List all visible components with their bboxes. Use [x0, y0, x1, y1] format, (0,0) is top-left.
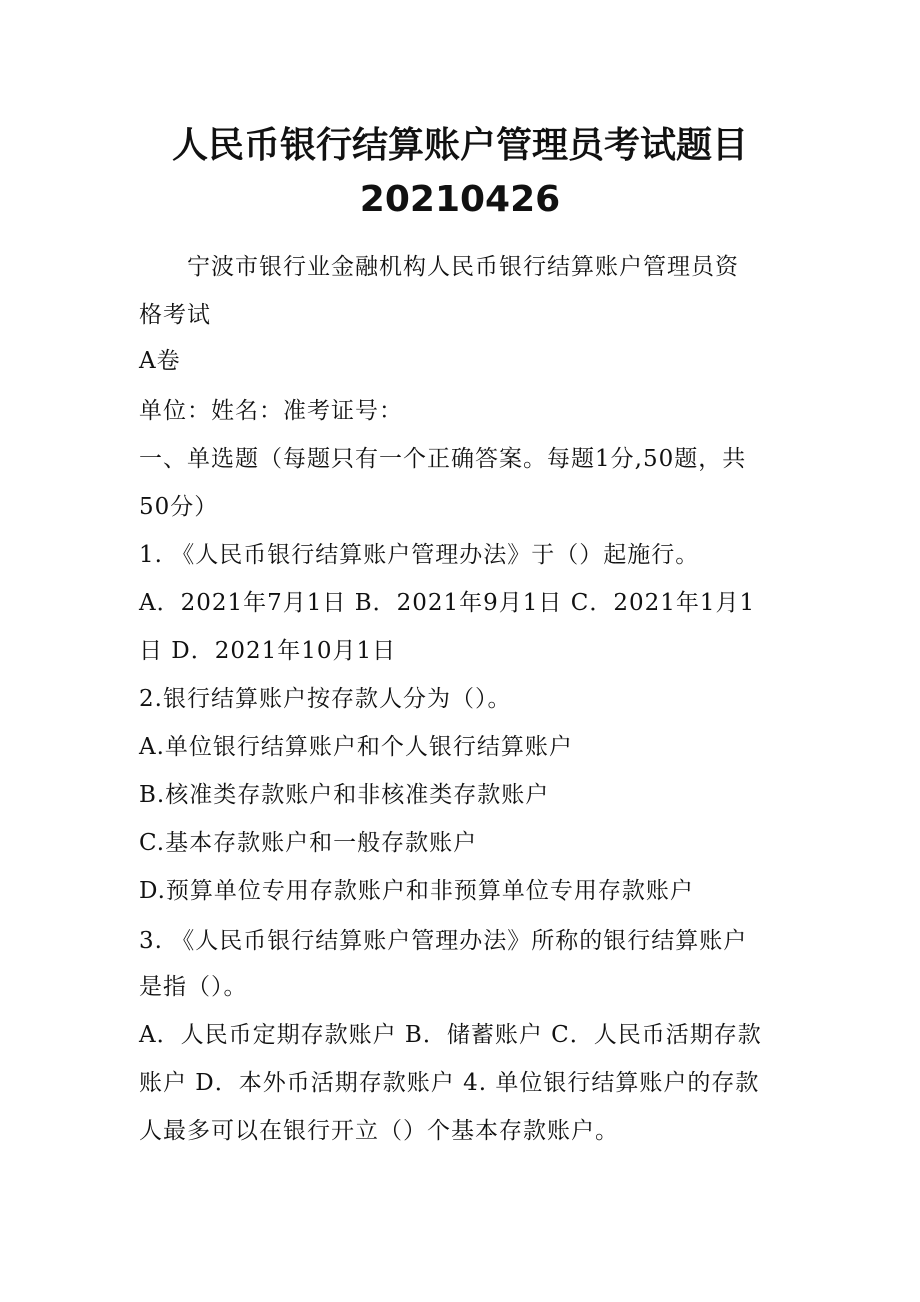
text-line: A．人民币定期存款账户 B．储蓄账户 C．人民币活期存款 [139, 1022, 762, 1048]
text-line: D.预算单位专用存款账户和非预算单位专用存款账户 [139, 878, 694, 904]
text-line: A卷 [139, 348, 181, 374]
text-line: 单位：姓名：准考证号： [139, 398, 403, 424]
text-line: 格考试 [139, 302, 211, 328]
doc-title: 人民币银行结算账户管理员考试题目 [171, 125, 748, 166]
text-line: 日 D．2021年10月1日 [139, 638, 397, 664]
text-line: 1. 《人民币银行结算账户管理办法》于（）起施行。 [139, 542, 700, 568]
text-line: 一、单选题（每题只有一个正确答案。每题1分,50题，共 [139, 446, 747, 472]
text-line: C.基本存款账户和一般存款账户 [139, 830, 478, 856]
text-line: 人最多可以在银行开立（）个基本存款账户。 [139, 1118, 619, 1144]
text-line: 是指（）。 [139, 974, 248, 1000]
text-line: 账户 D．本外币活期存款账户 4. 单位银行结算账户的存款 [139, 1070, 760, 1096]
text-line: 3. 《人民币银行结算账户管理办法》所称的银行结算账户 [139, 928, 748, 954]
text-line: B.核准类存款账户和非核准类存款账户 [139, 782, 550, 808]
text-line: A.单位银行结算账户和个人银行结算账户 [139, 734, 573, 760]
text-line: 50分） [139, 494, 219, 520]
text-line: A．2021年7月1日 B．2021年9月1日 C．2021年1月1 [139, 590, 756, 616]
doc-title-date: 20210426 [359, 179, 561, 220]
text-line: 2.银行结算账户按存款人分为（）。 [139, 686, 512, 712]
text-line: 宁波市银行业金融机构人民币银行结算账户管理员资 [139, 254, 739, 280]
